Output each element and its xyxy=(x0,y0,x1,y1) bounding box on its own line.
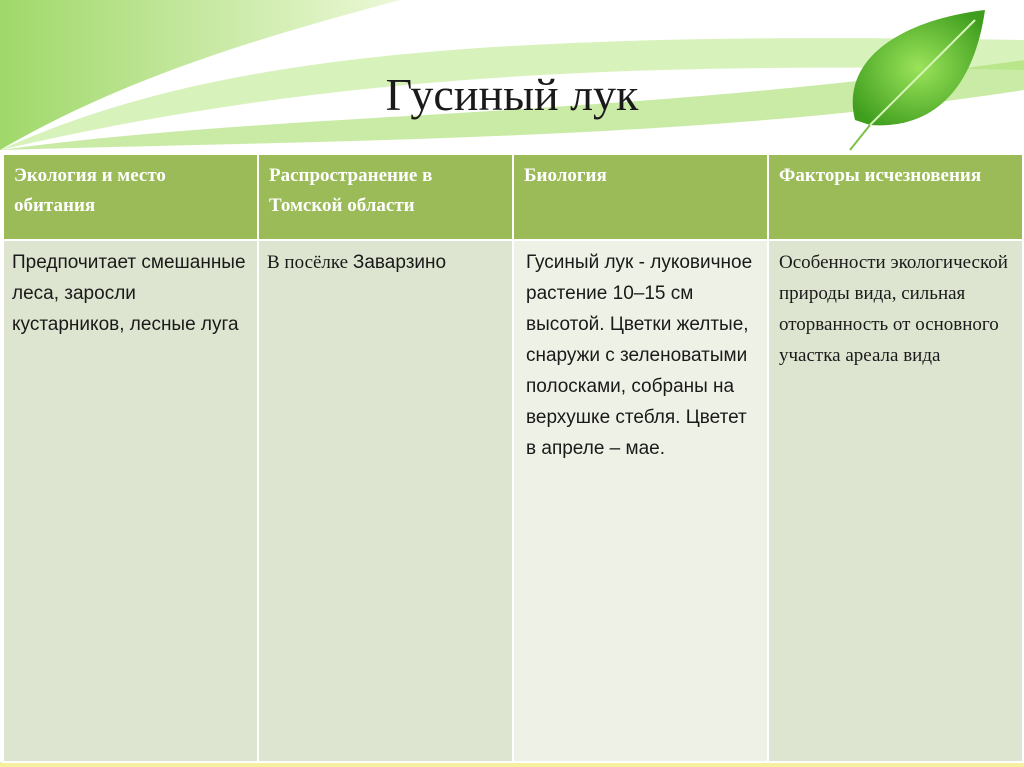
cell-factors: Особенности экологической природы вида, сильная оторванность от основного участка ареала вида xyxy=(768,240,1023,762)
cell-distribution xyxy=(258,240,513,762)
header-factors: Факторы исчезновения xyxy=(768,154,1023,240)
header-biology: Биология xyxy=(513,154,768,240)
header-ecology: Экология и место обитания xyxy=(3,154,258,240)
slide-title: Гусиный лук xyxy=(385,69,639,120)
cell-ecology: Предпочитает смешанные леса, заросли кустарников, лесные луга xyxy=(3,240,258,762)
cell-biology: Гусиный лук - луковичное растение 10–15 см высотой. Цветки желтые, снаружи с зеленоватыми полосками, собраны на верхушке стебля. Цветет в апреле – мае. xyxy=(513,240,768,762)
info-table xyxy=(2,153,1024,763)
distribution-prefix: В посёлке xyxy=(267,252,349,273)
distribution-place: Заварзино xyxy=(352,252,447,273)
header-distribution: Распространение в Томской области xyxy=(258,154,513,240)
